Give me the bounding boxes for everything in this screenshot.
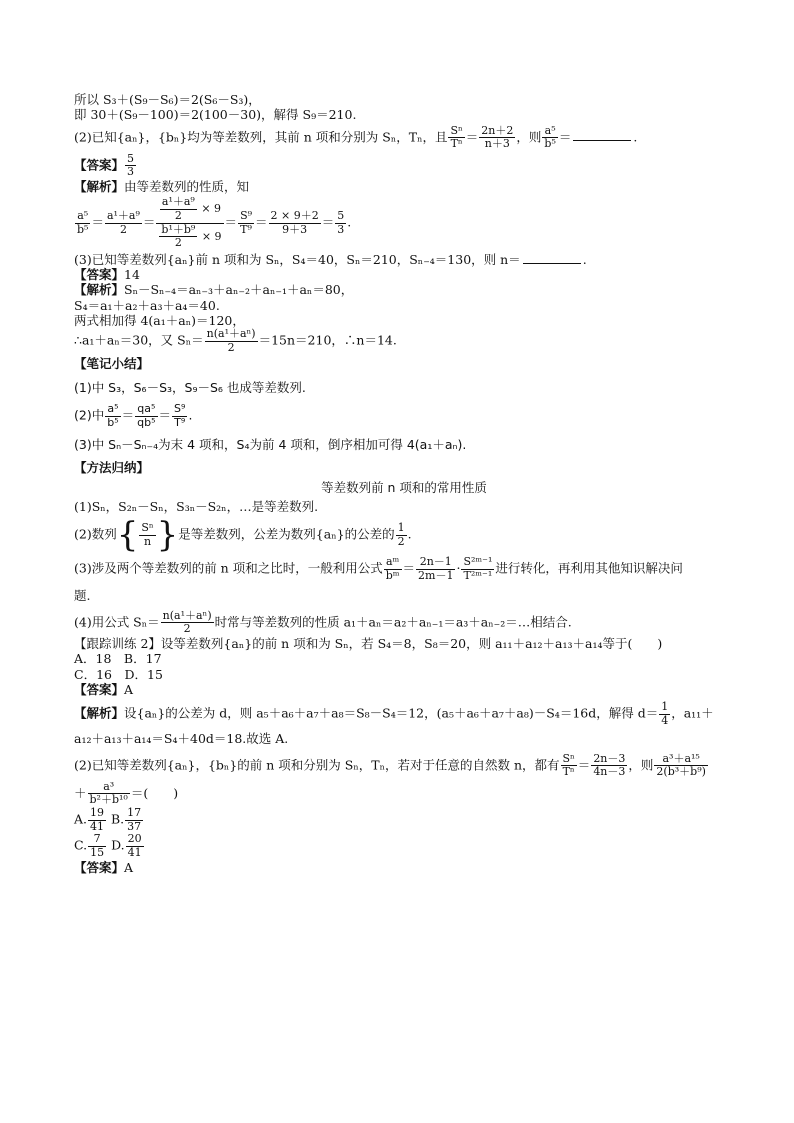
option-line: C．16 D．15 [74,666,163,682]
fraction: $\frac{\text{qa⁵}}{\text{qb⁵}}$ [137,401,156,429]
text-line: ＋ $\frac{\text{a³}}{\text{b²＋b¹⁰}}$ ＝( ) [74,779,179,807]
fraction: $\frac{\text{a¹＋a⁹}}{2}$ [106,208,140,236]
answer-line: 【答案】14 [74,267,140,283]
note-1: (1)中 S₃，S₆－S₃，S₉－S₆ 也成等差数列. [74,379,306,395]
fraction: $\frac{2n-1}{2m-1}$ [418,555,454,582]
left-brace: { [116,515,139,556]
fraction: $\frac{5}{3}$ [127,151,135,179]
fraction: $\frac{\text{a⁵}}{\text{b⁵}}$ [77,208,89,236]
fraction: $\frac{\text{S²ᵐ⁻¹}}{\text{T²ᵐ⁻¹}}$ [463,555,493,582]
analysis-label: 【解析】 [74,179,125,195]
answer-line [74,153,734,179]
text-line: ∴a₁＋aₙ＝30，又 Sₙ＝ $\frac{\text{n(a¹＋aⁿ)}}{2}$ ＝15n＝210，∴n＝14. [74,327,397,354]
answer-label: 【答案】 [74,157,125,173]
fraction: $\frac{\text{a⁵}}{\text{b⁵}}$ [107,401,119,429]
analysis-line: 【解析】设{aₙ}的公差为 d，则 a₅＋a₆＋a₇＋a₈＝S₈－S₄＝12，(a₅＋a₆＋a₇＋a₈)－S₄＝16d，解得 d＝ $\frac{1}{4}$ ，a₁₁＋ [74,700,714,727]
answer-line: 【答案】A [74,859,134,875]
fraction: $\frac{\text{n(a¹＋aⁿ)}}{2}$ [162,608,212,636]
method-2: (2)数列{ $\frac{\text{Sⁿ}}{n}$ }是等差数列，公差为数列{aₙ}的公差的 $\frac{1}{2}$ . [74,515,412,556]
answer-blank [523,253,581,264]
method-1: (1)Sₙ，S₂ₙ－Sₙ，S₃ₙ－S₂ₙ，…是等差数列. [74,498,319,514]
fraction: $\frac{2 \times 9+2}{9+3}$ [270,208,319,236]
option-line: A. $\frac{19}{41}$ B. $\frac{17}{37}$ [74,806,142,833]
method-heading: 等差数列前 n 项和的常用性质 [321,479,487,495]
fraction: $\frac{\text{aᵐ}}{\text{bᵐ}}$ [385,555,400,582]
question-2: (2)已知{aₙ}，{bₙ}均为等差数列，其前 n 项和分别为 Sₙ，Tₙ，且 $\frac{\text{Sⁿ}}{\text{Tⁿ}}$ ＝ $\frac{2n+2}{n+3}$ ，则 $\frac{\text{a⁵}}{\text{b⁵}}$ ＝ . [74,123,638,151]
option-d: $\frac{20}{41}$ [127,832,142,860]
fraction: $\frac{\text{a⁵}}{\text{b⁵}}$ [544,123,556,151]
option-a: $\frac{19}{41}$ [90,806,105,833]
note-3: (3)中 Sₙ－Sₙ₋₄为末 4 项和，S₄为前 4 项和，倒序相加可得 4(a₁＋aₙ). [74,437,467,453]
right-brace: } [156,515,179,556]
fraction: $\frac{\text{a³}}{\text{b²＋b¹⁰}}$ [89,779,128,807]
answer-blank [573,130,631,141]
question-3: (3)已知等差数列{aₙ}前 n 项和为 Sₙ，S₄＝40，Sₙ＝210，Sₙ₋₄＝130，则 n＝ . [74,251,587,267]
option-line: A．18 B．17 [74,651,162,667]
fraction: $\frac{\text{Sⁿ}}{\text{Tⁿ}}$ [562,751,575,779]
fraction: $\frac{1}{2}$ [397,521,405,548]
text-line: 即 30＋(S₉－100)＝2(100－30)，解得 S₉＝210. [74,107,357,123]
fraction: $\frac{\text{a³＋a¹⁵}}{\text{2(b³＋b⁹)}}$ [656,751,706,779]
tracking-question-2: (2)已知等差数列{aₙ}，{bₙ}的前 n 项和分别为 Sₙ，Tₙ，若对于任意的自然数 n，都有 $\frac{\text{Sⁿ}}{\text{Tⁿ}}$ ＝ $\frac{2n-3}{4n-3}$ ，则 $\frac{\text{a³＋a¹⁵}}{\text{2(b³＋b⁹)}}$ [74,751,706,779]
note-2: (2)中 $\frac{\text{a⁵}}{\text{b⁵}}$ ＝ $\frac{\text{qa⁵}}{\text{qb⁵}}$ ＝ $\frac{\text{S⁹}}{\text{T⁹}}$ . [74,401,193,429]
compound-fraction: $\frac{\text{a¹＋a⁹}}{2}$ × 9 $\frac{\text{b¹＋b⁹}}{2}$ × 9 [156,196,223,250]
option-c: $\frac{7}{15}$ [90,832,105,860]
text-line: S₄＝a₁＋a₂＋a₃＋a₄＝40. [74,297,220,313]
option-b: $\frac{17}{37}$ [127,806,142,833]
method-4: (4)用公式 Sₙ＝ $\frac{\text{n(a¹＋aⁿ)}}{2}$ 时常与等差数列的性质 a₁＋aₙ＝a₂＋aₙ₋₁＝a₃＋aₙ₋₂＝…相结合. [74,608,572,636]
notes-title: 【笔记小结】 [74,356,150,372]
fraction: $\frac{\text{n(a¹＋aⁿ)}}{2}$ [206,327,256,354]
text-line: 所以 S₃＋(S₉－S₆)＝2(S₆－S₃)， [74,92,261,107]
fraction: $\frac{1}{4}$ [661,700,669,727]
method-3: (3)涉及两个等差数列的前 n 项和之比时，一般利用公式 $\frac{\text{aᵐ}}{\text{bᵐ}}$ ＝ $\frac{2n-1}{2m-1}$ · $\frac{\text{S²ᵐ⁻¹}}{\text{T²ᵐ⁻¹}}$ 进行转化，再利用其他知识解决问 [74,555,683,582]
option-line: C. $\frac{7}{15}$ D. $\frac{20}{41}$ [74,832,142,860]
text-line: 题. [74,588,91,604]
calculation: $\frac{\text{a⁵}}{\text{b⁵}}$ ＝ $\frac{\text{a¹＋a⁹}}{2}$ ＝ $\frac{\text{a¹＋a⁹}}{2}$ × 9 $\frac{\text{b¹＋b⁹}}{2}$ × 9 ＝ $\frac{\text{S⁹}}{\text{T⁹}}$ ＝ $\frac{2 \times 9+2}{9+3}$ ＝ $\frac{5}{3}$ . [77,195,352,250]
method-title: 【方法归纳】 [74,460,150,476]
fraction: $\frac{\text{Sⁿ}}{\text{Tⁿ}}$ [450,123,463,151]
fraction: $\frac{\text{S⁹}}{\text{T⁹}}$ [240,208,253,236]
fraction: $\frac{\text{S⁹}}{\text{T⁹}}$ [174,401,186,429]
tracking-question-1: 【跟踪训练 2】设等差数列{aₙ}的前 n 项和为 Sₙ，若 S₄＝8，S₈＝20，则 a₁₁＋a₁₂＋a₁₃＋a₁₄等于( ) [74,636,663,651]
document-page [74,92,734,875]
analysis-line: 【解析】由等差数列的性质，知 [74,179,250,195]
answer-line: 【答案】A [74,681,134,697]
fraction: $\frac{2n+2}{n+3}$ [481,123,514,151]
fraction: $\frac{2n-3}{4n-3}$ [593,751,626,779]
text: (2)已知{aₙ}，{bₙ}均为等差数列，其前 n 项和分别为 Sₙ，Tₙ，且 [74,129,448,145]
fraction: $\frac{\text{Sⁿ}}{n}$ [141,521,154,548]
fraction: $\frac{5}{3}$ [337,208,345,236]
text-line: 两式相加得 4(a₁＋aₙ)＝120， [74,312,245,328]
text-line: a₁₂＋a₁₃＋a₁₄＝S₄＋40d＝18.故选 A. [74,731,289,747]
analysis-line: 【解析】Sₙ－Sₙ₋₄＝aₙ₋₃＋aₙ₋₂＋aₙ₋₁＋aₙ＝80， [74,282,354,298]
